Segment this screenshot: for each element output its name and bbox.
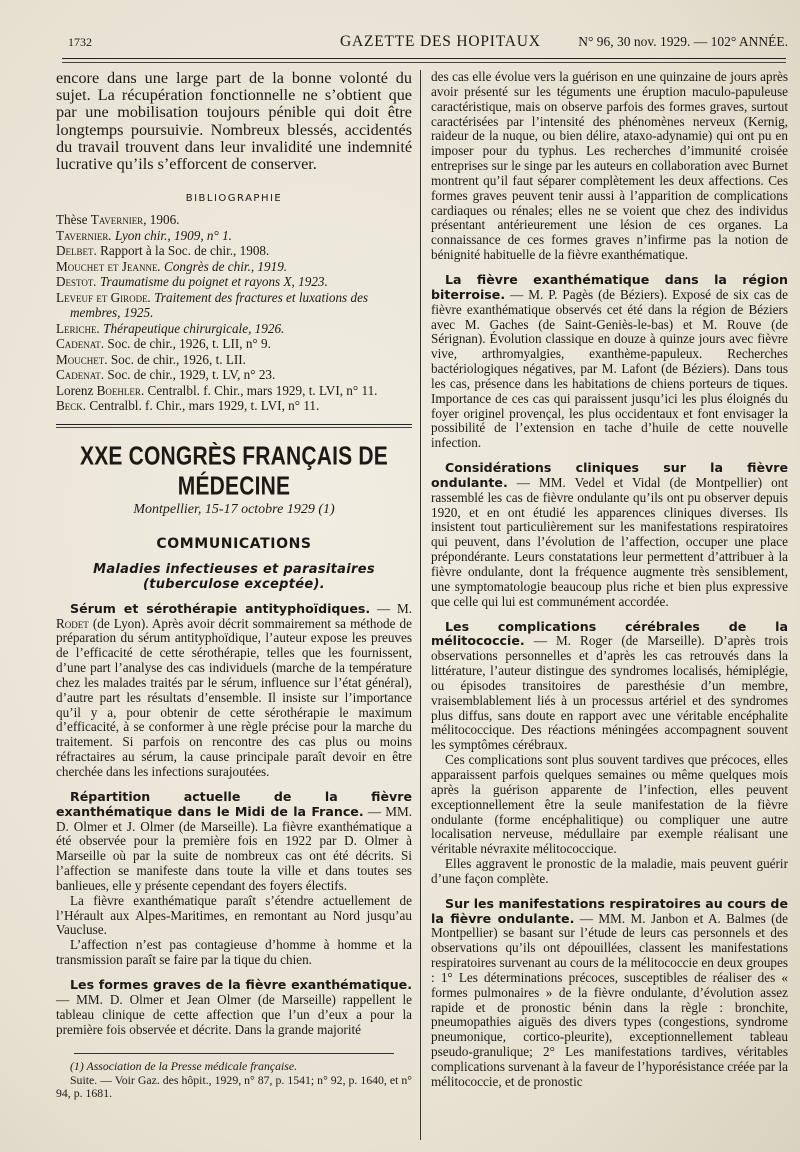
article-respiratoires: Sur les manifestations respiratoires au cours de la fièvre ondulante. — MM. M. Janbon et A. Balmes (de Montpellier) se basant sur l’étude de leurs cas personnels et des observations qu’ils ont dépouillées, classent les manifestations respiratoires survenant au cours de la mélitococcie en deux groupes : 1° Les déterminations précoces, susceptibles de réaliser des « formes pulmonaires » de la fièvre ondulante, d’évolution assez rapide et de pronostic bénin dans la règle : bronchite, pneumopathies aiguës des divers types (congestions, syndrome pneumonique, cortico-pleurite), exceptionnellement tableau pseudo-granulique; 2° Les manifestations tardives, véritables complications survenant à la faveur de l’hyporésistance créée par la mélitococcie, et de pronostic (431, 895, 788, 1089)
bibliography-entry: Destot. Traumatisme du poignet et rayons X, 1923. (56, 274, 328, 290)
paragraph: La fièvre exanthématique paraît s’étendre actuellement de l’Hérault aux Alpes-Maritimes, en remontant au Nord jusqu’au Vaucluse. (56, 892, 412, 938)
bibliography-entry: Cadenat. Soc. de chir., 1926, t. LII, n° 9. (56, 336, 271, 352)
paragraph: L’affection n’est pas contagieuse d’homme à homme et la transmission paraît se faire par la tique du chien. (56, 937, 412, 968)
bibliography-entry: Leriche. Thérapeutique chirurgicale, 1926. (56, 320, 285, 336)
communications-heading: COMMUNICATIONS (156, 535, 312, 552)
paragraph: Elles aggravent le pronostic de la maladie, mais peuvent guérir d’une façon complète. (431, 856, 788, 886)
column-divider (420, 70, 421, 1140)
bibliography-list (56, 212, 412, 414)
article-fievre-ondulante: Considérations cliniques sur la fièvre ondulante. — MM. Vedel et Vidal (de Montpellier) ont rassemblé les cas de fièvre ondulante qu’ils ont pu observer depuis 1920, et en ont étudié les apparences cliniques diverses. Ils insistent tout particulièrement sur les manifestations respiratoires qui peuvent, dans l’évolution de l’affection, occuper une place prépondérante. Leurs constatations leur permettent d’attribuer à la fièvre ondulante, dont la fréquence augmente très sensiblement, une symptomatologie beaucoup plus riche et bien plus expressive que celle qui lui est communément accordée. (431, 460, 788, 609)
bibliography-title: BIBLIOGRAPHIE (185, 193, 283, 205)
right-column (431, 70, 788, 1090)
header-rule-thin (62, 62, 786, 63)
article-repartition: Répartition actuelle de la fièvre exanthématique dans le Midi de la France. — MM. D. Olmer et J. Olmer (de Marseille). La fièvre exanthématique a été observée pour la première fois en 1922 par D. Olmer à Marseille où par la suite de nombreux cas ont été décrits. Si l’affection se manifeste dans toute la ville et dans toutes ses banlieues, elle y présente cependant des foyers électifs. (56, 788, 412, 893)
article-serum: Sérum et sérothérapie antityphoïdiques. — M. Rodet (de Lyon). Après avoir décrit sommairement sa méthode de préparation du sérum antityphoïdique, l’auteur expose les preuves de l’efficacité de cette sérothérapie, telles que les fournissent, d’une part l’analyse des cas individuels (marche de la température chez les malades traités par le sérum, influence sur l’état général), d’autre part les résultats d’ensemble. Il insiste sur l’importance qu’il y a, pour obtenir de cette sérothérapie le maximum d’efficacité, à se conformer à une règle précise pour la marche du traitement. Si parfois on rencontre des cas plus ou moins réfractaires au sérum, la cause principale paraît devoir en être cherchée dans les infections surajoutées. (56, 600, 412, 779)
bibliography-entry: Mouchet. Soc. de chir., 1926, t. LII. (56, 351, 246, 367)
journal-title: GAZETTE DES HOPITAUX (340, 33, 541, 50)
article-formes-graves: Les formes graves de la fièvre exanthématique. — MM. D. Olmer et Jean Olmer (de Marseille) rappellent le tableau clinique de cette affection que l’un d’eux a pour la première fois observée et décrite. Dans la grande majorité (56, 976, 412, 1037)
section-heading: Maladies infectieuses et parasitaires (tuberculose exceptée). (93, 561, 375, 592)
bibliography-entry: Cadenat. Soc. de chir., 1929, t. LV, n° 23. (56, 367, 276, 383)
bibliography-entry: Lorenz Boehler. Centralbl. f. Chir., mars 1929, t. LVI, n° 11. (56, 382, 378, 398)
left-column (56, 70, 412, 1101)
bibliography-entry: Thèse Tavernier, 1906. (56, 212, 180, 228)
bibliography-entry: Tavernier. Lyon chir., 1909, n° 1. (56, 227, 232, 243)
header-rule (62, 58, 786, 59)
congress-place: Montpellier, 15-17 octobre 1929 (1) (133, 501, 335, 517)
footnote: (1) Association de la Presse médicale française. (70, 1059, 298, 1074)
page-number: 1732 (68, 35, 92, 49)
bibliography-entry: Delbet. Rapport à la Soc. de chir., 1908. (56, 243, 270, 259)
congress-title: XXE CONGRÈS FRANÇAIS DE MÉDECINE (80, 441, 388, 501)
section-rule (56, 424, 412, 425)
paragraph: des cas elle évolue vers la guérison en une quinzaine de jours après avoir présenté sur les téguments une éruption maculo-papuleuse caractéristique, mais on observe parfois des formes graves, surtout caractérisées par l’intensité des phénomènes nerveux (Kernig, raideur de la nuque, ou bien délire, ataxo-adynamie) qui ont pu en imposer pour du typhus. Les recherches d’immunité croisée entreprises sur le singe par les auteurs en collaboration avec Burnet montrent qu’il faut séparer complètement les deux affections. Ces formes graves peuvent tenir aussi à l’apparition de complications cardiaques ou rénales; elles ne se voient que chez des individus présentant antérieurement une lésion de ces organes. La connaissance de ces formes graves n’infirme pas la notion de bénignité habituelle de la fièvre exanthématique. (431, 69, 788, 263)
footnote: Suite. — Voir Gaz. des hôpit., 1929, n° 87, p. 1541; n° 92, p. 1640, et n° 94, p. 1681. (56, 1072, 412, 1101)
footnote-rule (74, 1053, 394, 1054)
bibliography-entry: Beck. Centralbl. f. Chir., mars 1929, t. LVI, n° 11. (56, 398, 320, 414)
article-biterroise: La fièvre exanthématique dans la région biterroise. — M. P. Pagès (de Béziers). Exposé de six cas de fièvre exanthématique observés cet été dans la région de Béziers avec M. Gaches (de Saint-Geniès-le-bas) et M. Rouve (de Sérignan). Évolution classique en douze à quinze jours avec fièvre vive, arthromyalgies, exanthème-papuleux. Recherches bactériologiques négatives, par M. Lafont (de Béziers). Dans tous les cas, présence dans les habitations de chiens porteurs de tiques. Importance de ces cas qui paraissent jusqu’ici les plus éloignés du foyer originel provençal, les plus occidentaux et font envisager la possibilité de l’extension en tache d’huile de cette nouvelle infection. (431, 271, 788, 451)
bibliography-entry: Mouchet et Jeanne. Congrès de chir., 1919. (56, 258, 288, 274)
bibliography-entry: Leveuf et Girode. Traitement des fractures et luxations des membres, 1925. (56, 289, 369, 321)
lead-paragraph: encore dans une large part de la bonne volonté du sujet. La récupération fonctionnelle ne s’obtient que par une mobilisation toujours pénible qui doit être longtemps poursuivie. Nombreux blessés, accidentés du travail trouvent dans leur invalidité une indemnité lucrative qu’ils s’efforcent de conserver. (56, 69, 412, 174)
article-melitococcie: Les complications cérébrales de la mélitococcie. — M. Roger (de Marseille). D’après trois observations personnelles et d’après les cas retrouvés dans la littérature, l’auteur distingue des syndromes localisés, hémiplégie, ou épisodes transitoires de paresthésie d’un membre, vraisemblablement liés à un processus artériel et des syndromes plus diffus, sans doute en rapport avec une véritable encéphalite mélitococcique. Des réactions méningées accompagnent souvent les symptômes cérébraux. (431, 618, 788, 753)
paragraph: Ces complications sont plus souvent tardives que précoces, elles apparaissent parfois quelques semaines ou même quelques mois après la guérison apparente de l’infection, elles peuvent exceptionnellement être la seule manifestation de la fièvre ondulante (forme encéphalitique) ou compliquer une autre localisation nerveuse, médullaire par exemple réalisant une véritable névraxite mélitococcique. (431, 752, 788, 857)
issue-info: N° 96, 30 nov. 1929. — 102° ANNÉE. (578, 34, 788, 49)
page-header (40, 33, 792, 55)
section-rule-thin (56, 427, 412, 428)
